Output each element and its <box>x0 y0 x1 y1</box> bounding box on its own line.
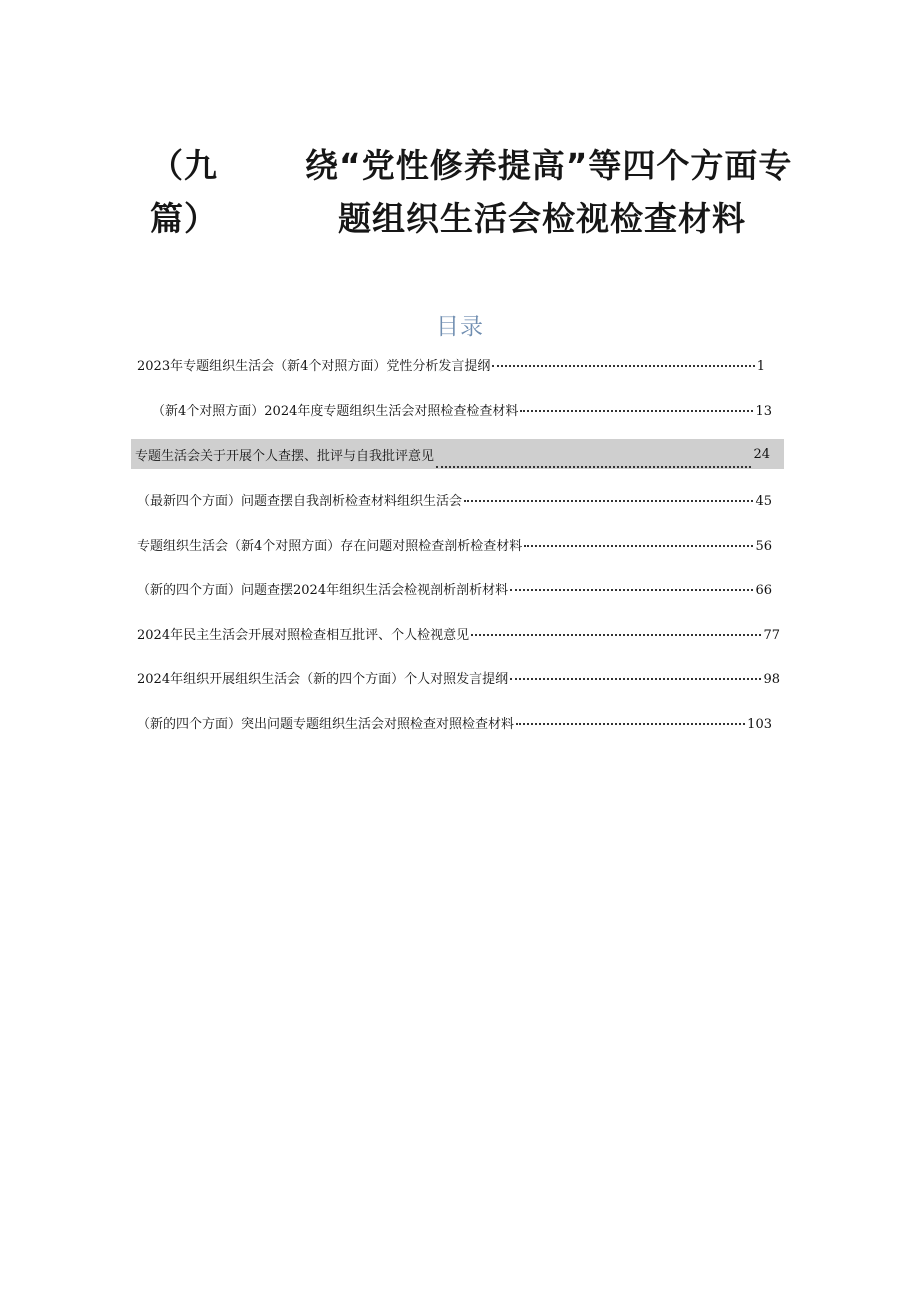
toc-entry-label: （最新四个方面）问题查摆自我剖析检查材料组织生活会 <box>137 494 463 509</box>
toc-dot-leader <box>524 545 753 547</box>
title-right-line-1: 绕“党性修养提高”等四个方面专 <box>305 146 793 185</box>
toc-entry-page-number: 1 <box>756 359 765 374</box>
toc-dot-leader <box>520 410 753 412</box>
toc-entry[interactable] <box>137 532 772 554</box>
toc-entry-label: 2024年组织开展组织生活会（新的四个方面）个人对照发言提纲 <box>137 672 509 687</box>
toc-entry-page-number: 13 <box>755 404 772 419</box>
toc-entry-label: 2024年民主生活会开展对照检查相互批评、个人检视意见 <box>137 628 470 643</box>
toc-entry-label: 专题生活会关于开展个人查摆、批评与自我批评意见 <box>135 448 435 464</box>
toc-entry-page-number: 66 <box>755 583 772 598</box>
toc-entry-page-number: 77 <box>763 628 780 643</box>
toc-dot-leader <box>516 723 745 725</box>
toc-entry-label: （新的四个方面）问题查摆2024年组织生活会检视剖析剖析材料 <box>137 583 509 598</box>
title-right-line-2: 题组织生活会检视检查材料 <box>338 199 746 238</box>
toc-entry-page-number: 24 <box>753 446 770 462</box>
toc-entry[interactable] <box>137 665 780 687</box>
toc-dot-leader <box>492 365 754 367</box>
toc-entry[interactable] <box>137 710 772 732</box>
toc-dot-leader <box>436 466 751 468</box>
toc-dot-leader <box>510 678 761 680</box>
toc-entry-highlighted[interactable] <box>131 439 784 469</box>
toc-dot-leader <box>471 634 761 636</box>
toc-heading: 目录 <box>436 314 484 340</box>
toc-entry-page-number: 45 <box>755 494 772 509</box>
title-left-line-1: （九 <box>150 146 218 185</box>
title-left-line-2: 篇） <box>150 199 218 238</box>
toc-entry-label: （新的四个方面）突出问题专题组织生活会对照检查对照检查材料 <box>137 717 515 732</box>
toc-entry-page-number: 56 <box>755 539 772 554</box>
toc-entry-page-number: 98 <box>763 672 780 687</box>
toc-entry[interactable] <box>137 576 772 598</box>
toc-entry-page-number: 103 <box>747 717 772 732</box>
toc-entry[interactable] <box>137 487 772 509</box>
toc-entry-label: （新4个对照方面）2024年度专题组织生活会对照检查检查材料 <box>152 404 519 419</box>
toc-entry[interactable] <box>137 352 765 374</box>
toc-entry-label: 2023年专题组织生活会（新4个对照方面）党性分析发言提纲 <box>137 359 491 374</box>
toc-entry[interactable] <box>137 621 780 643</box>
toc-entry-label: 专题组织生活会（新4个对照方面）存在问题对照检查剖析检查材料 <box>137 539 523 554</box>
toc-dot-leader <box>464 500 753 502</box>
toc-entry[interactable] <box>152 397 772 419</box>
toc-dot-leader <box>510 589 753 591</box>
